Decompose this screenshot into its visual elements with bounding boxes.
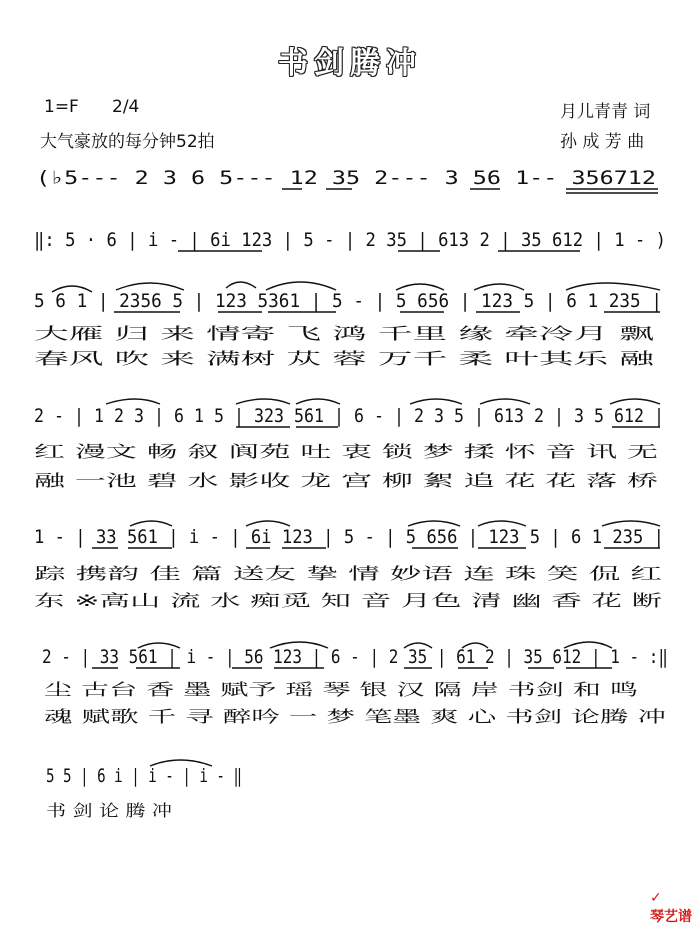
- verse-row-3: 1 - | 33 561 | i - | 6i 123 | 5 - | 5 656 | 123 5 | 6 1 235 |: [34, 526, 664, 548]
- lyric-row-2b: 融 一池 碧 水 影收 龙 宫 柳 絮 追 花 花 落 桥: [34, 471, 658, 490]
- verse-row-1: 5 6 1 | 2356 5 | 123 5361 | 5 - | 5 656 | 123 5 | 6 1 235 |: [34, 290, 662, 312]
- lyricist-credit: 月儿青青 词: [560, 102, 651, 122]
- composer-credit: 孙 成 芳 曲: [560, 132, 645, 152]
- tempo-marking: 大气豪放的每分钟52拍: [40, 132, 215, 152]
- qinyipu-watermark: ✓ 琴艺谱: [650, 890, 692, 925]
- song-title: 书剑腾冲: [278, 46, 422, 81]
- lyric-row-5: 书 剑 论 腾 冲: [46, 801, 172, 820]
- verse-row-2: 2 - | 1 2 3 | 6 1 5 | 323 561 | 6 - | 2 3 5 | 613 2 | 3 5 612 |: [34, 405, 664, 427]
- lyric-row-2a: 红 漫文 畅 叙 阆苑 吐 衷 锁 梦 揉 怀 音 讯 无: [34, 442, 658, 461]
- lyric-row-3b: 东 ※高山 流 水 痴觅 知 音 月色 清 幽 香 花 断: [34, 591, 662, 610]
- intro-row: (♭5--- 2 3 6 5--- 12 35 2--- 3 56 1-- 356712: [36, 167, 656, 189]
- lyric-row-4b: 魂 赋歌 千 寻 醉吟 一 梦 笔墨 爽 心 书剑 论腾 冲: [44, 707, 666, 726]
- lyric-row-1a: 大雁 归 来 情寄 飞 鸿 千里 缘 牵冷月 飘: [34, 324, 654, 343]
- brand-mark-icon: ✓: [650, 890, 662, 906]
- prelude-row: ‖: 5 · 6 | i - | 6i 123 | 5 - | 2 35 | 613 2 | 35 612 | 1 - ): [34, 229, 666, 251]
- lyric-row-4a: 尘 古台 香 墨 赋予 瑶 琴 银 汉 隔 岸 书剑 和 鸣: [44, 680, 638, 699]
- lyric-row-1b: 春风 吹 来 满树 苁 蓉 万千 柔 叶其乐 融: [34, 349, 657, 368]
- lyric-row-3a: 踪 携韵 佳 篇 送友 挚 情 妙语 连 珠 笑 侃 红: [34, 564, 662, 583]
- time-signature: 2/4: [112, 97, 140, 117]
- coda-row: 5 5 | 6 i | i - | i - ‖: [46, 765, 242, 787]
- verse-row-4: 2 - | 33 561 | i - | 56 123 | 6 - | 2 35 | 61 2 | 35 612 | 1 - :‖: [42, 646, 668, 668]
- key-signature: 1=F: [44, 97, 79, 117]
